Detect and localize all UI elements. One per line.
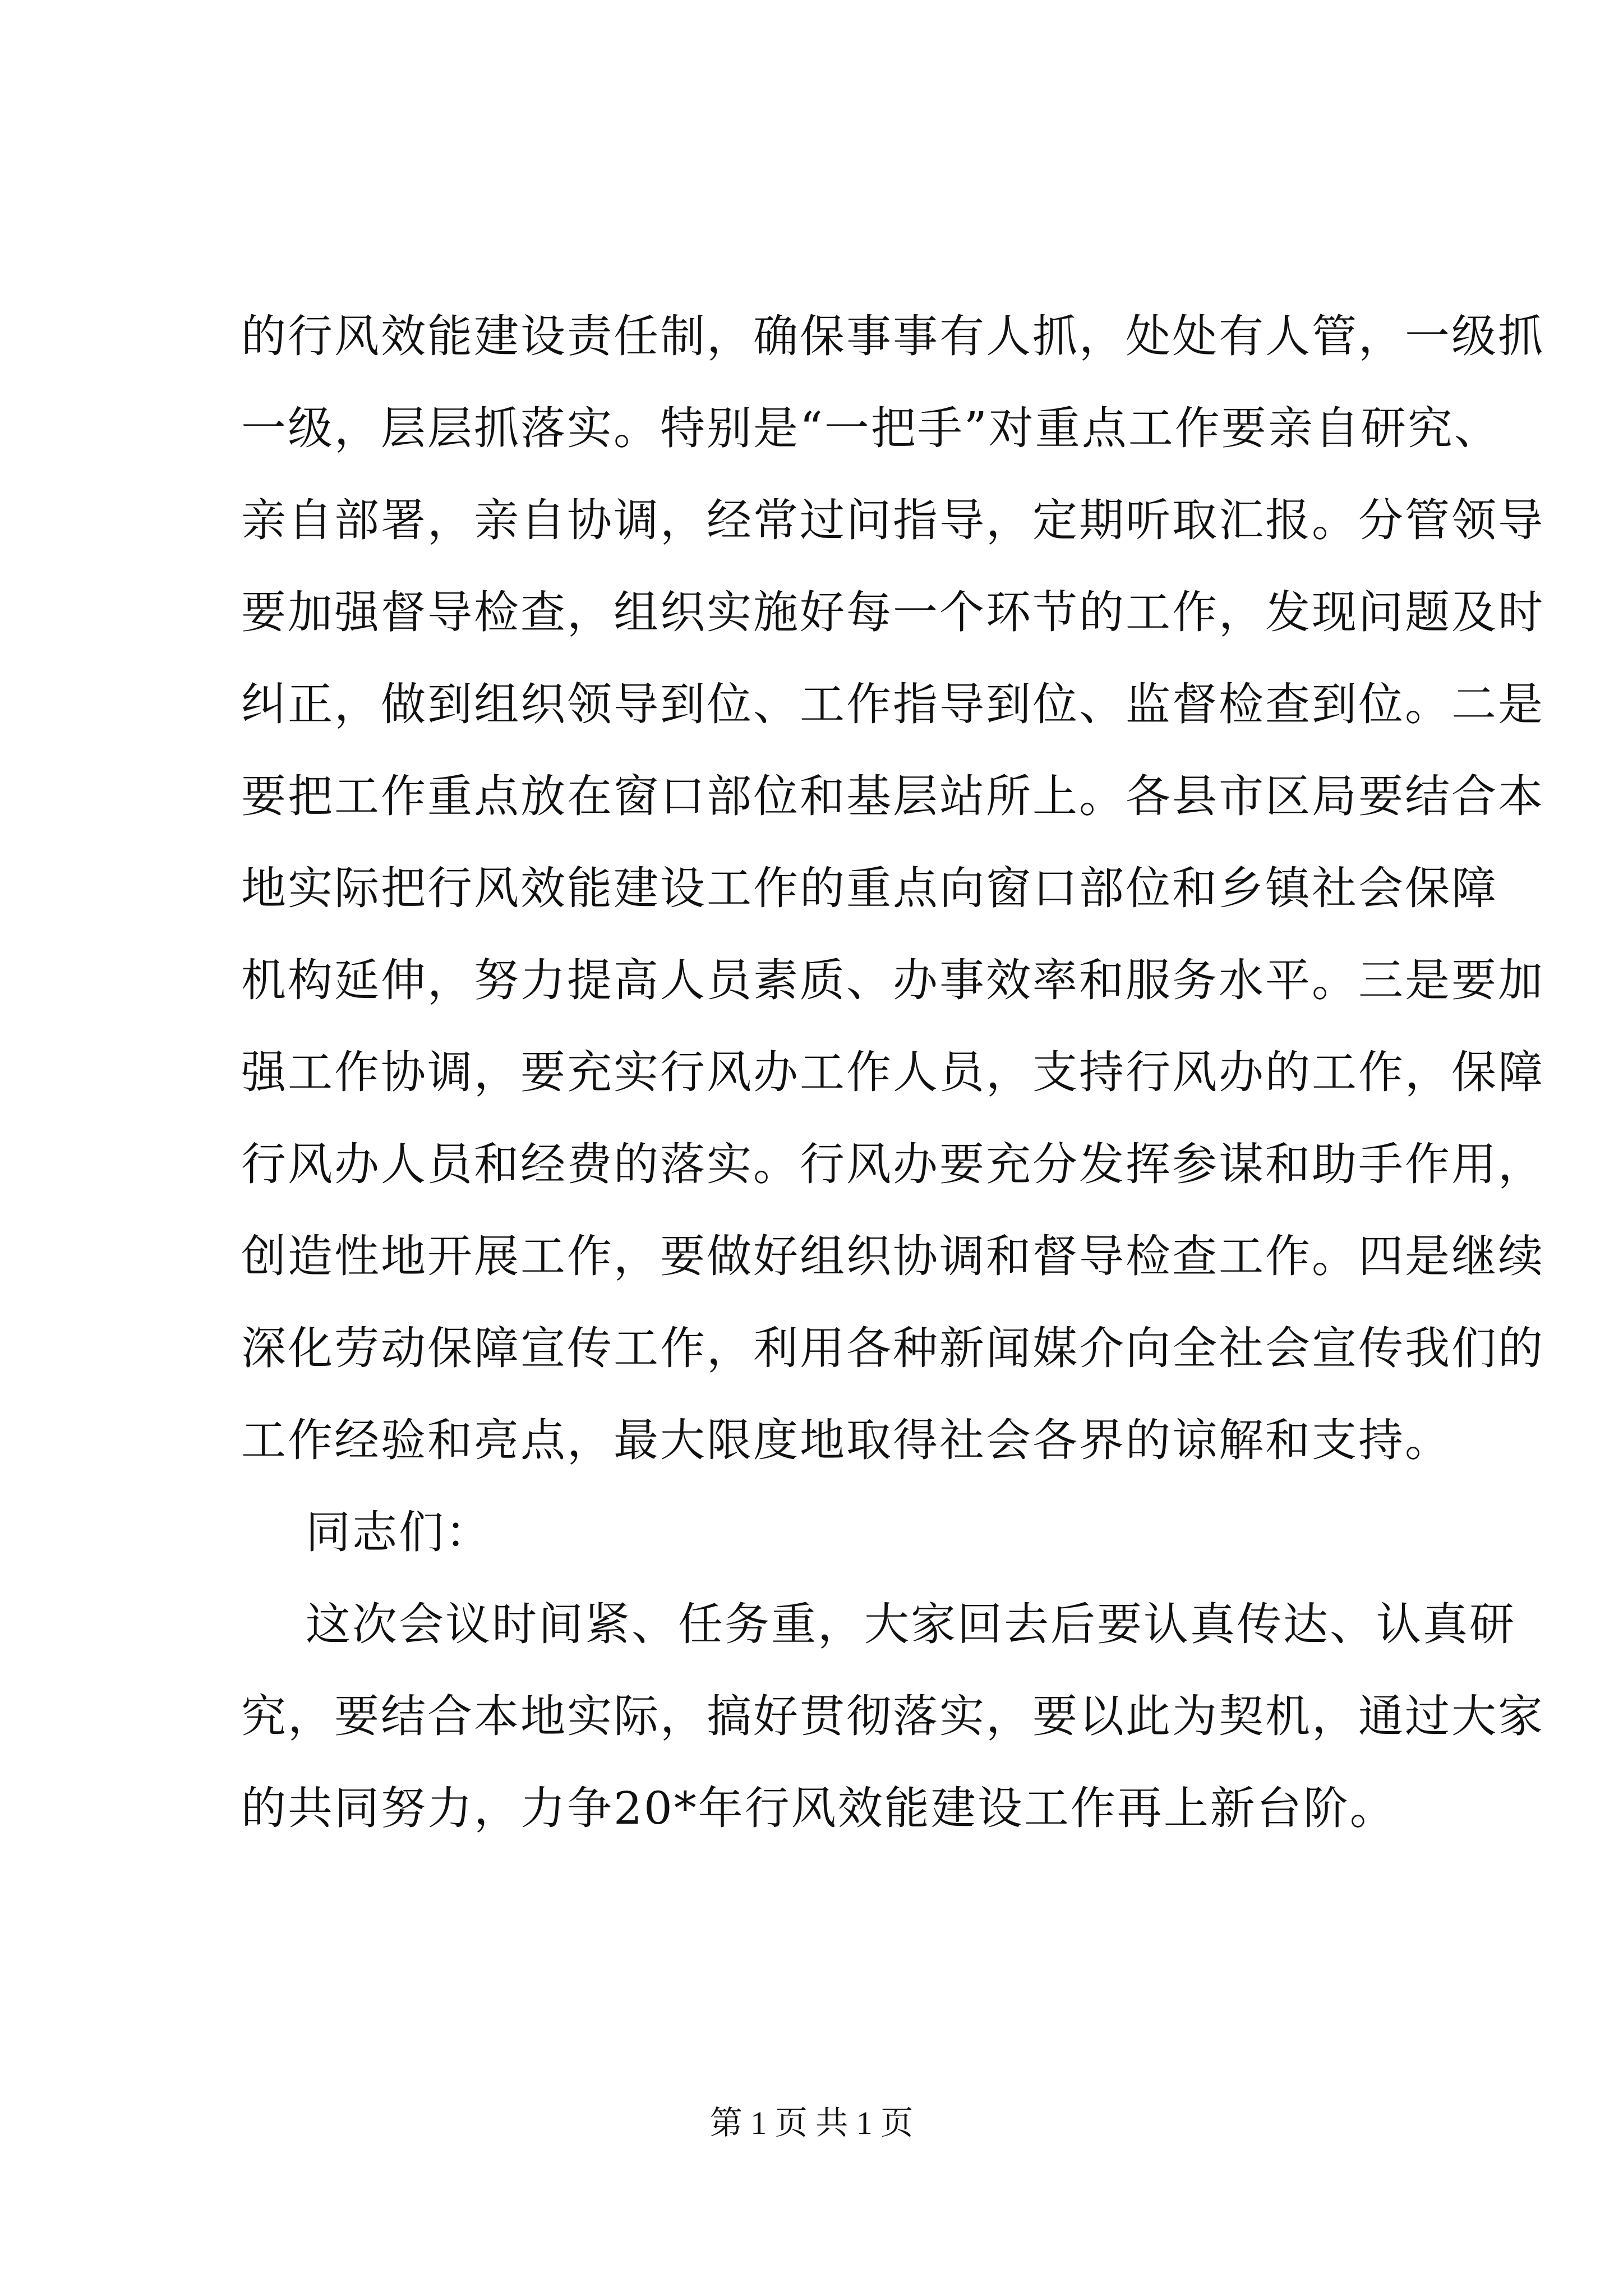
text-line-4: 要加强督导检查，组织实施好每一个环节的工作，发现问题及时: [241, 586, 1544, 638]
text-line-5: 纠正，做到组织领导到位、工作指导到位、监督检查到位。二是: [241, 678, 1544, 730]
text-line-13: 工作经验和亮点，最大限度地取得社会各界的谅解和支持。: [241, 1414, 1451, 1466]
text-line-11: 创造性地开展工作，要做好组织协调和督导检查工作。四是继续: [241, 1230, 1544, 1282]
text-line-15: 这次会议时间紧、任务重，大家回去后要认真传达、认真研: [306, 1598, 1516, 1650]
text-line-9: 强工作协调，要充实行风办工作人员，支持行风办的工作，保障: [241, 1046, 1544, 1098]
text-line-3: 亲自部署，亲自协调，经常过问指导，定期听取汇报。分管领导: [241, 494, 1544, 546]
text-line-16: 究，要结合本地实际，搞好贯彻落实，要以此为契机，通过大家: [241, 1690, 1544, 1742]
text-line-12: 深化劳动保障宣传工作，利用各种新闻媒介向全社会宣传我们的: [241, 1322, 1544, 1374]
text-line-6: 要把工作重点放在窗口部位和基层站所上。各县市区局要结合本: [241, 770, 1544, 822]
text-line-17: 的共同努力，力争20*年行风效能建设工作再上新台阶。: [241, 1782, 1396, 1834]
text-line-10: 行风办人员和经费的落实。行风办要充分发挥参谋和助手作用，: [241, 1138, 1544, 1190]
text-line-2: 一级，层层抓落实。特别是“一把手”对重点工作要亲自研究、: [241, 402, 1501, 454]
salutation-line: 同志们：: [306, 1506, 492, 1558]
text-line-8: 机构延伸，努力提高人员素质、办事效率和服务水平。三是要加: [241, 954, 1544, 1006]
text-line-1: 的行风效能建设责任制，确保事事有人抓，处处有人管，一级抓: [241, 310, 1544, 362]
text-line-7: 地实际把行风效能建设工作的重点向窗口部位和乡镇社会保障: [241, 862, 1498, 914]
page-number-footer: 第 1 页 共 1 页: [709, 2105, 914, 2141]
